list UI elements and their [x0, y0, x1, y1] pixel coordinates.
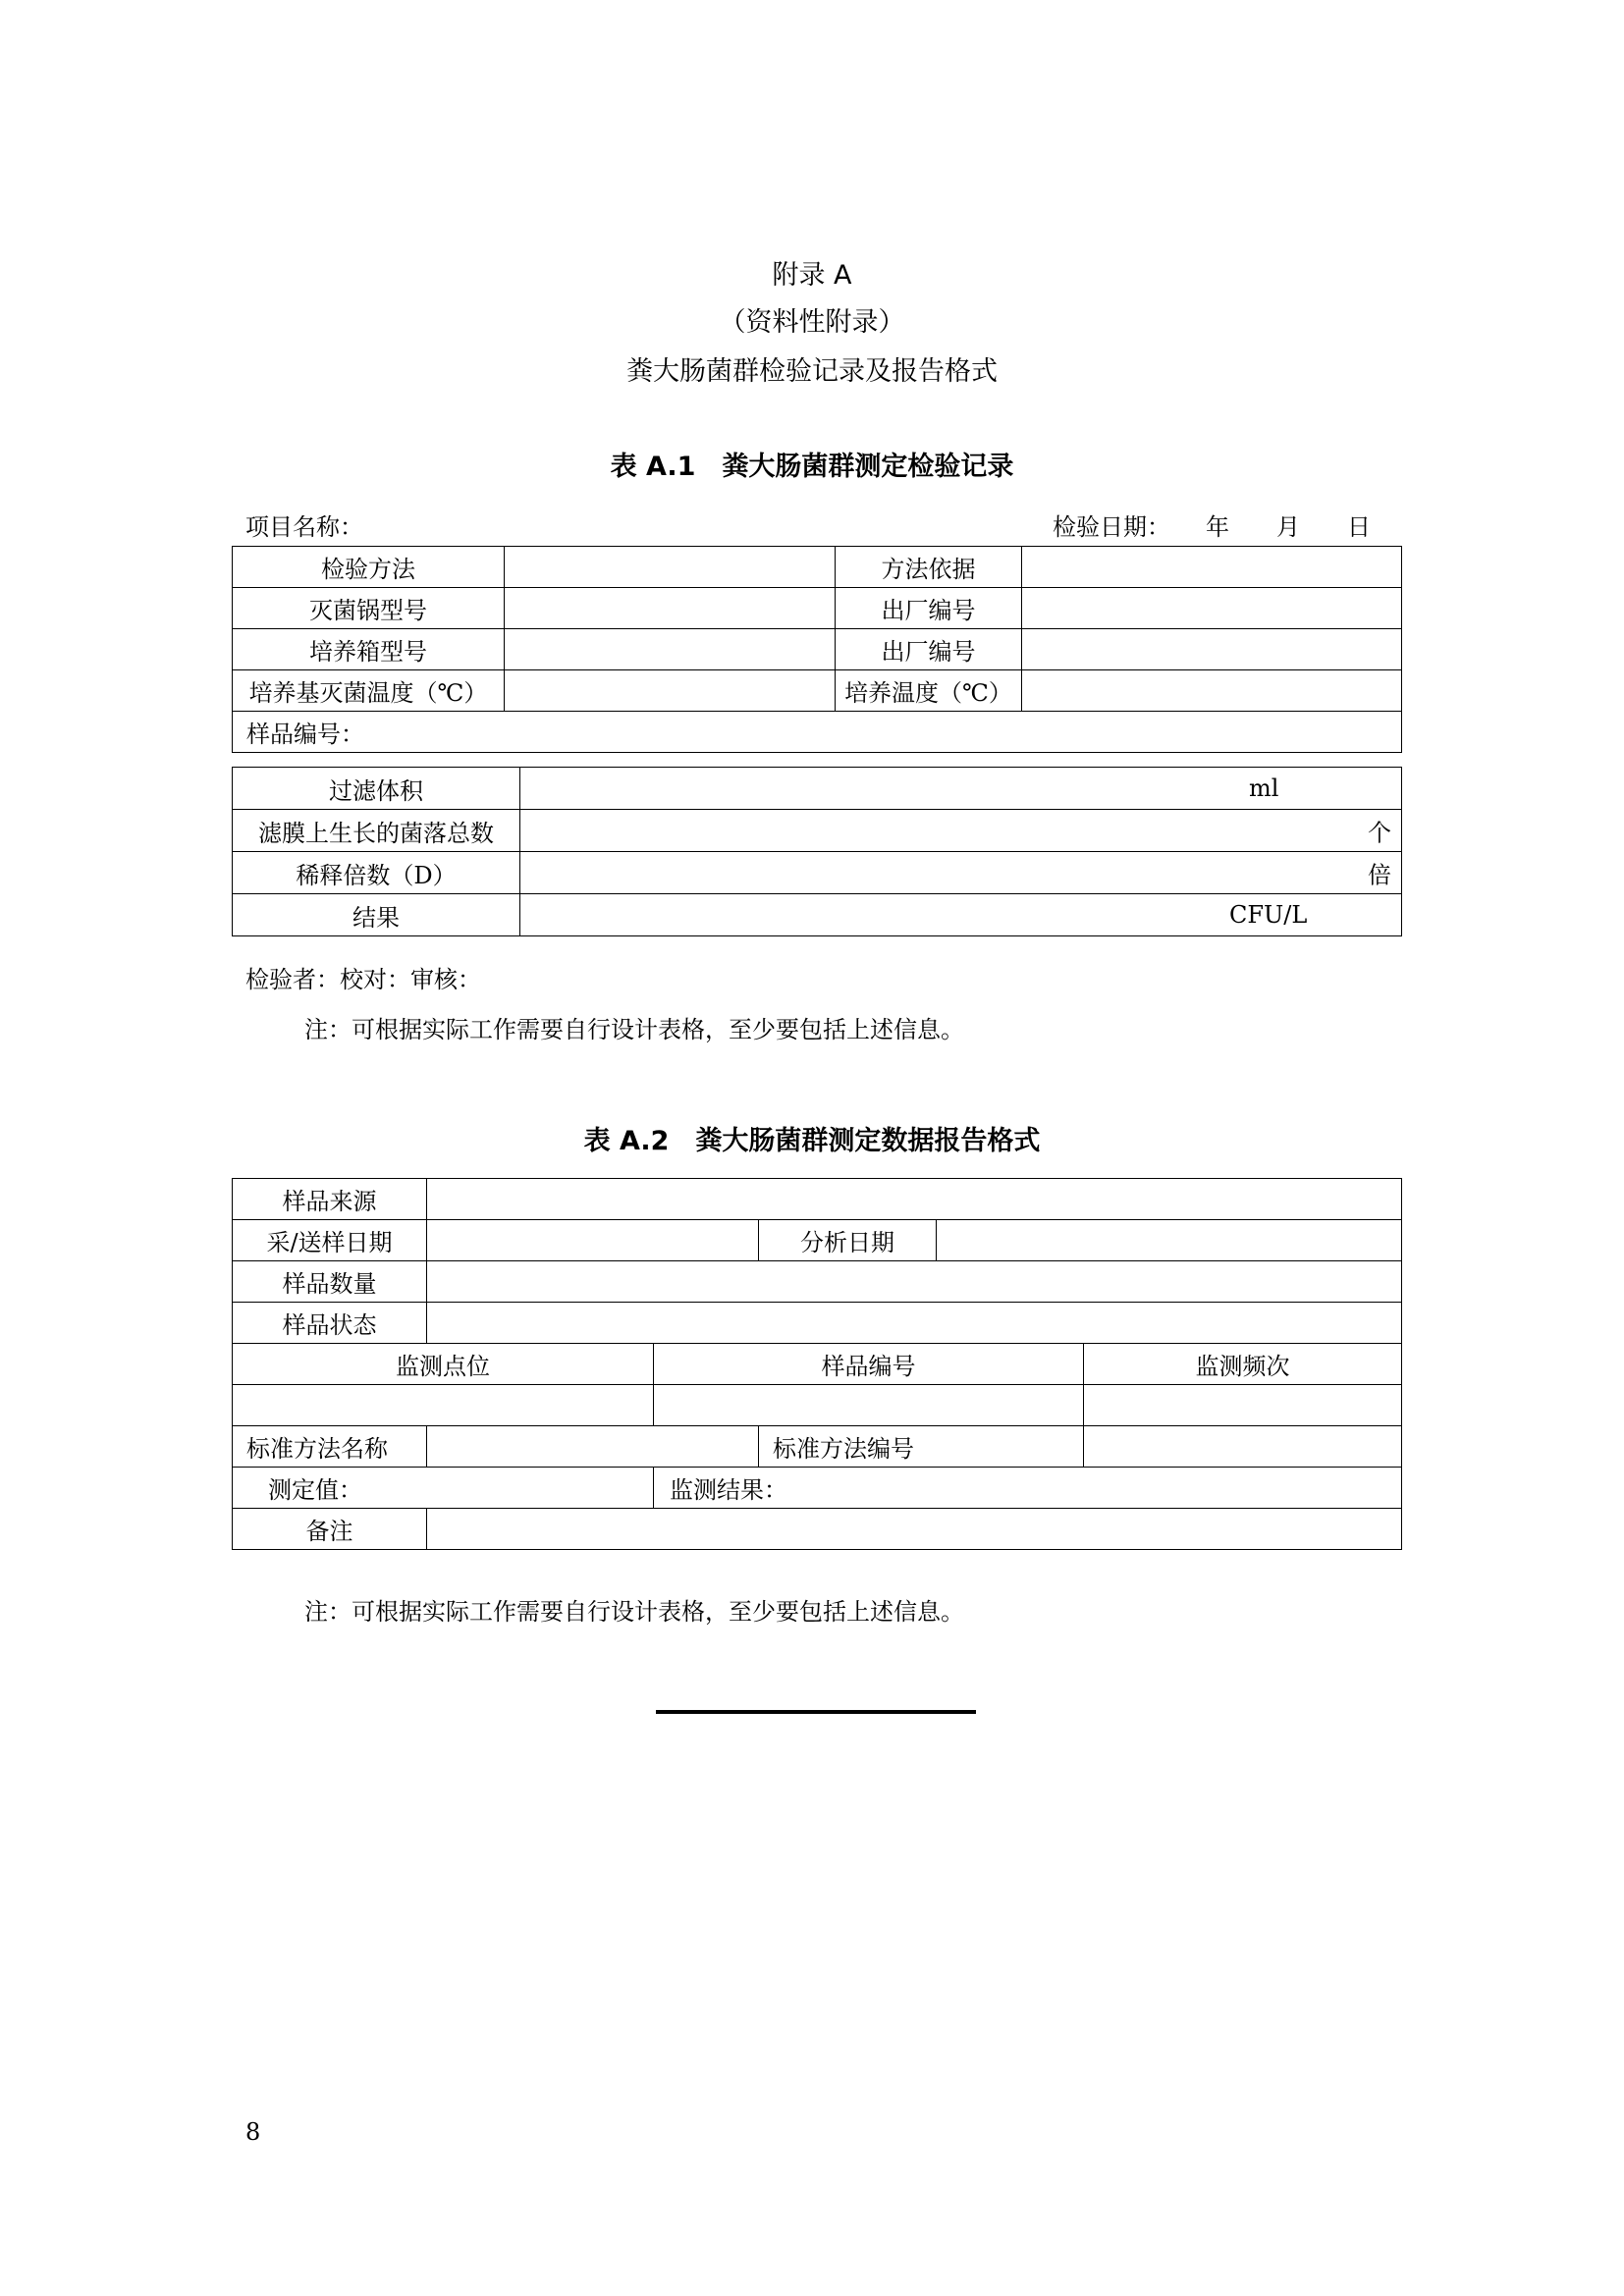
table-row	[233, 1220, 1402, 1261]
sampling-date-label: 采/送样日期	[233, 1220, 427, 1261]
table-row	[233, 670, 1402, 712]
table-row	[233, 1426, 1402, 1468]
table1-info	[232, 546, 1402, 753]
sample-state-label: 样品状态	[233, 1303, 427, 1344]
row-label: 出厂编号	[836, 588, 1022, 629]
monitoring-frequency-header: 监测频次	[1084, 1344, 1402, 1385]
monitoring-point-header: 监测点位	[233, 1344, 654, 1385]
value-cell	[505, 670, 836, 712]
row-label: 培养基灭菌温度（℃）	[233, 670, 505, 712]
row-label: 检验方法	[233, 547, 505, 588]
unit-label: 个	[1368, 819, 1391, 847]
measure-label: 滤膜上生长的菌落总数	[233, 810, 520, 852]
remarks-label: 备注	[233, 1509, 427, 1550]
table-row	[233, 588, 1402, 629]
measure-label: 稀释倍数（D）	[233, 852, 520, 894]
table-row	[233, 852, 1402, 894]
row-label: 培养箱型号	[233, 629, 505, 670]
sample-number-header: 样品编号	[654, 1344, 1084, 1385]
value-cell	[1022, 629, 1402, 670]
table2	[232, 1178, 1402, 1550]
row-label: 出厂编号	[836, 629, 1022, 670]
table-row	[233, 629, 1402, 670]
table1-caption: 表 A.1 粪大肠菌群测定检验记录	[610, 452, 1014, 482]
value-cell	[937, 1220, 1402, 1261]
value-cell	[427, 1426, 759, 1468]
row-label: 方法依据	[836, 547, 1022, 588]
sample-source-label: 样品来源	[233, 1179, 427, 1220]
value-cell	[1084, 1385, 1402, 1426]
value-cell	[427, 1261, 1402, 1303]
value-cell	[427, 1509, 1402, 1550]
method-name-label: 标准方法名称	[233, 1426, 427, 1468]
signatures-line: 检验者：校对：审核：	[245, 966, 481, 993]
measure-value-cell	[520, 768, 1402, 810]
row-label: 灭菌锅型号	[233, 588, 505, 629]
inspection-date-label: 检验日期： 年 月 日	[1053, 513, 1371, 541]
measure-label: 过滤体积	[233, 768, 520, 810]
page-number: 8	[245, 2118, 261, 2146]
table-row	[233, 810, 1402, 852]
unit-label: CFU/L	[1229, 901, 1308, 929]
appendix-subtitle: （资料性附录）	[719, 307, 905, 338]
table-row	[233, 1468, 1402, 1509]
value-cell	[505, 588, 836, 629]
value-cell	[1022, 670, 1402, 712]
table-row	[233, 1509, 1402, 1550]
table-row	[233, 1385, 1402, 1426]
row-label: 培养温度（℃）	[836, 670, 1022, 712]
value-cell	[427, 1303, 1402, 1344]
value-cell	[505, 629, 836, 670]
value-cell	[427, 1220, 759, 1261]
table-row	[233, 712, 1402, 753]
sample-count-label: 样品数量	[233, 1261, 427, 1303]
measure-value-cell	[520, 852, 1402, 894]
table-row	[233, 547, 1402, 588]
measure-value-cell	[520, 810, 1402, 852]
value-cell	[1022, 588, 1402, 629]
unit-label: ml	[1249, 774, 1279, 802]
appendix-title: 附录 A	[772, 260, 852, 291]
measured-value-label: 测定值：	[233, 1468, 654, 1509]
table2-caption: 表 A.2 粪大肠菌群测定数据报告格式	[583, 1126, 1041, 1156]
table-row	[233, 1179, 1402, 1220]
table1-note: 注：可根据实际工作需要自行设计表格，至少要包括上述信息。	[304, 1016, 964, 1043]
appendix-heading: 粪大肠菌群检验记录及报告格式	[626, 356, 998, 387]
table-row	[233, 1344, 1402, 1385]
project-name-label: 项目名称：	[245, 513, 363, 541]
table1-measurements	[232, 767, 1402, 936]
value-cell	[233, 1385, 654, 1426]
value-cell	[1022, 547, 1402, 588]
value-cell	[505, 547, 836, 588]
unit-label: 倍	[1368, 861, 1391, 889]
monitoring-result-label: 监测结果：	[654, 1468, 1402, 1509]
table-row	[233, 1261, 1402, 1303]
sample-number-label: 样品编号：	[233, 712, 1402, 753]
measure-label: 结果	[233, 894, 520, 936]
analysis-date-label: 分析日期	[759, 1220, 937, 1261]
method-number-label: 标准方法编号	[759, 1426, 1084, 1468]
table-row	[233, 894, 1402, 936]
value-cell	[654, 1385, 1084, 1426]
table-row	[233, 1303, 1402, 1344]
end-divider	[656, 1710, 976, 1714]
table2-note: 注：可根据实际工作需要自行设计表格，至少要包括上述信息。	[304, 1598, 964, 1626]
value-cell	[427, 1179, 1402, 1220]
value-cell	[1084, 1426, 1402, 1468]
table-row	[233, 768, 1402, 810]
measure-value-cell	[520, 894, 1402, 936]
